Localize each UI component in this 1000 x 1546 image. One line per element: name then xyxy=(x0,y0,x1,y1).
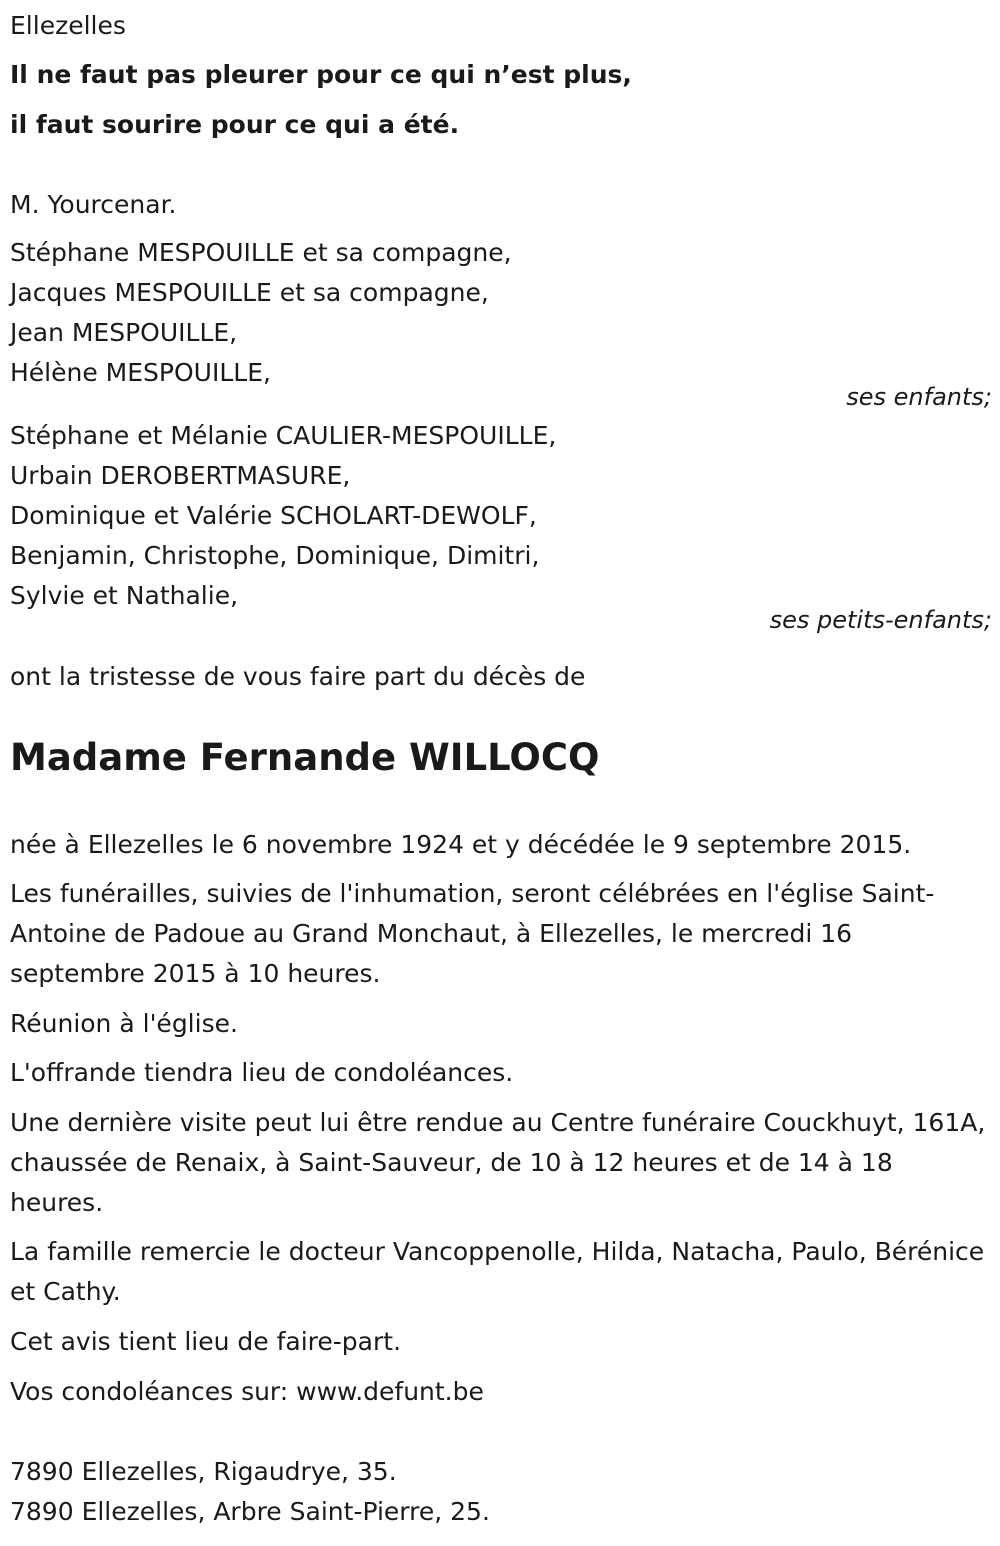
quote-line-1: Il ne faut pas pleurer pour ce qui n’est plus, xyxy=(10,60,632,89)
child-name: Stéphane MESPOUILLE et sa compagne, xyxy=(10,238,512,267)
child-name: Jacques MESPOUILLE et sa compagne, xyxy=(10,278,489,307)
meeting-paragraph: Réunion à l'église. xyxy=(10,1009,238,1038)
grandchild-name: Urbain DEROBERTMASURE, xyxy=(10,461,351,490)
child-name: Jean MESPOUILLE, xyxy=(10,318,238,347)
thanks-paragraph: La famille remercie le docteur Vancoppenolle, Hilda, Natacha, Paulo, Bérénice et Cathy. xyxy=(10,1237,985,1306)
grandchild-name: Stéphane et Mélanie CAULIER-MESPOUILLE, xyxy=(10,421,557,450)
grandchild-name: Benjamin, Christophe, Dominique, Dimitri, xyxy=(10,541,540,570)
birth-death-paragraph: née à Ellezelles le 6 novembre 1924 et y décédée le 9 septembre 2015. xyxy=(10,830,912,859)
child-name: Hélène MESPOUILLE, xyxy=(10,358,271,387)
grandchildren-label: ses petits-enfants; xyxy=(769,606,992,634)
visit-paragraph: Une dernière visite peut lui être rendue au Centre funéraire Couckhuyt, 161A, chaussée de Renaix, à Saint-Sauveur, de 10 à 12 heures et de 14 à 18 heures. xyxy=(10,1108,986,1217)
announcement: ont la tristesse de vous faire part du décès de xyxy=(10,662,586,691)
funeral-paragraph: Les funérailles, suivies de l'inhumation, seront célébrées en l'église Saint-Antoine de Padoue au Grand Monchaut, à Ellezelles, le mercredi 16 septembre 2015 à 10 heures. xyxy=(10,879,935,988)
grandchild-name: Sylvie et Nathalie, xyxy=(10,581,239,610)
town-heading: Ellezelles xyxy=(10,11,126,40)
condolences-paragraph: Vos condoléances sur: www.defunt.be xyxy=(10,1377,484,1406)
address-line: 7890 Ellezelles, Arbre Saint-Pierre, 25. xyxy=(10,1497,490,1526)
address-line: 7890 Ellezelles, Rigaudrye, 35. xyxy=(10,1457,397,1486)
quote-line-2: il faut sourire pour ce qui a été. xyxy=(10,110,460,139)
grandchild-name: Dominique et Valérie SCHOLART-DEWOLF, xyxy=(10,501,537,530)
quote-author: M. Yourcenar. xyxy=(10,190,177,219)
deceased-name: Madame Fernande WILLOCQ xyxy=(10,736,600,779)
notice-paragraph: Cet avis tient lieu de faire-part. xyxy=(10,1327,402,1356)
children-label: ses enfants; xyxy=(846,383,992,411)
offering-paragraph: L'offrande tiendra lieu de condoléances. xyxy=(10,1058,514,1087)
